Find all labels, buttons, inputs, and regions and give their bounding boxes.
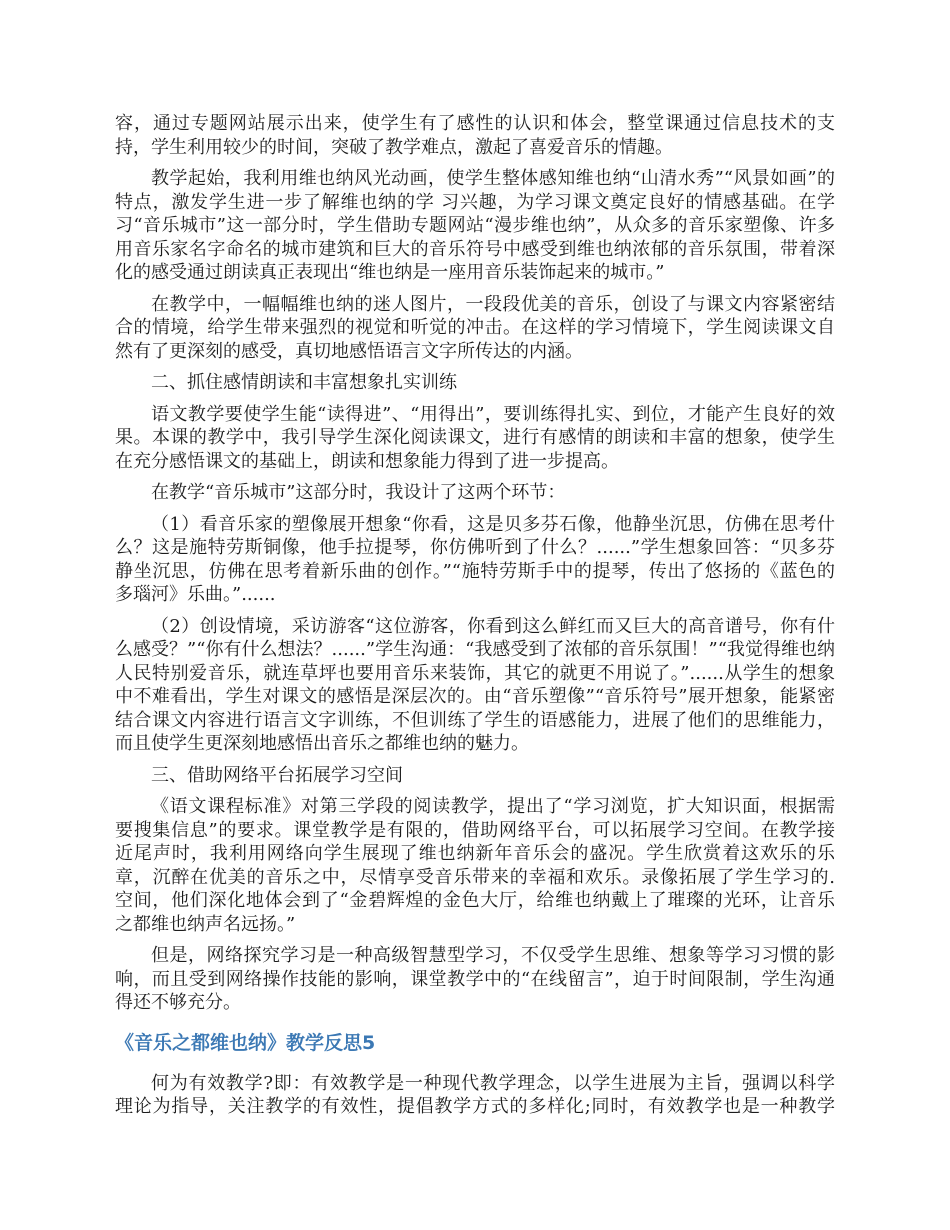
paragraph-line: 在充分感悟课文的基础上，朗读和想象能力得到了进一步提高。 bbox=[115, 450, 619, 472]
paragraph bbox=[115, 167, 835, 285]
paragraph-line: 特点，激发学生进一步了解维也纳的学 习兴趣，为学习课文奠定良好的情感基础。在学 bbox=[115, 191, 835, 213]
paragraph-line: 持，学生利用较少的时间，突破了教学难点，激起了喜爱音乐的情趣。 bbox=[115, 136, 673, 158]
paragraph-line: 近尾声时，我利用网络向学生展现了维也纳新年音乐会的盛况。学生欣赏着这欢乐的乐 bbox=[115, 843, 835, 864]
paragraph-line: 果。本课的教学中，我引导学生深化阅读课文，进行有感情的朗读和丰富的想象，使学生 bbox=[115, 427, 835, 448]
paragraph-line: 中不难看出，学生对课文的感悟是深层次的。由“音乐塑像”“音乐符号”展开想象，能紧密 bbox=[115, 686, 835, 707]
paragraph-line: 语文教学要使学生能“读得进”、“用得出”，要训练得扎实、到位，才能产生良好的效 bbox=[151, 403, 835, 425]
paragraph bbox=[115, 403, 835, 474]
paragraph bbox=[115, 112, 835, 159]
reflection-title: 《音乐之都维也纳》教学反思5 bbox=[115, 1031, 376, 1054]
paragraph-line: 么感受？”“你有什么想法？......”学生沟通：“我感受到了浓郁的音乐氛围！”“我觉得维也纳 bbox=[115, 639, 835, 660]
section-heading-text: 三、借助网络平台拓展学习空间 bbox=[151, 764, 403, 786]
section-heading bbox=[115, 371, 835, 395]
paragraph bbox=[115, 615, 835, 756]
section-heading-text: 二、抓住感情朗读和丰富想象扎实训练 bbox=[151, 372, 457, 393]
paragraph bbox=[115, 293, 835, 364]
paragraph-line: 何为有效教学?即：有效教学是一种现代教学理念，以学生进展为主旨，强调以科学 bbox=[151, 1072, 835, 1094]
paragraph-line: 用音乐家名字命名的城市建筑和巨大的音乐符号中感受到维也纳浓郁的音乐氛围，带着深 bbox=[115, 238, 835, 260]
paragraph-line: 但是，网络探究学习是一种高级智慧型学习，不仅受学生思维、想象等学习习惯的影 bbox=[151, 945, 835, 966]
section-heading bbox=[115, 764, 835, 788]
paragraph-line: 空间，他们深化地体会到了“金碧辉煌的金色大厅，给维也纳戴上了璀璨的光环，让音乐 bbox=[115, 890, 835, 911]
paragraph-line: 静坐沉思，仿佛在思考着新乐曲的创作。”“施特劳斯手中的提琴，传出了悠扬的《蓝色的 bbox=[115, 560, 835, 582]
paragraph-line: 得还不够充分。 bbox=[115, 992, 241, 1013]
paragraph-line: 化的感受通过朗读真正表现出“维也纳是一座用音乐装饰起来的城市。” bbox=[115, 262, 665, 283]
paragraph bbox=[115, 944, 835, 1015]
paragraph-line: 么？这是施特劳斯铜像，他手拉提琴，你仿佛听到了什么？......”学生想象回答：“贝多芬 bbox=[115, 537, 835, 558]
paragraph bbox=[115, 1072, 835, 1119]
paragraph-line: 教学起始，我利用维也纳风光动画，使学生整体感知维也纳“山清水秀”“风景如画”的 bbox=[151, 168, 835, 189]
paragraph-line: 在教学“音乐城市”这部分时，我设计了这两个环节： bbox=[151, 482, 566, 503]
paragraph-line: 然有了更深刻的感受，真切地感悟语言文字所传达的内涵。 bbox=[115, 340, 583, 362]
paragraph-line: 响，而且受到网络操作技能的影响，课堂教学中的“在线留言”，迫于时间限制，学生沟通 bbox=[115, 968, 835, 990]
paragraph-line: 容，通过专题网站展示出来，使学生有了感性的认识和体会，整堂课通过信息技术的支 bbox=[115, 113, 835, 134]
paragraph-line: （2）创设情境，采访游客“这位游客，你看到这么鲜红而又巨大的高音谱号，你有什 bbox=[151, 615, 835, 637]
paragraph-line: 之都维也纳声名远扬。” bbox=[115, 913, 296, 935]
paragraph-line: 在教学中，一幅幅维也纳的迷人图片，一段段优美的音乐，创设了与课文内容紧密结 bbox=[151, 293, 835, 315]
paragraph-line: （1）看音乐家的塑像展开想象“你看，这是贝多芬石像，他静坐沉思，仿佛在思考什 bbox=[151, 513, 835, 535]
paragraph-line: 而且使学生更深刻地感悟出音乐之都维也纳的魅力。 bbox=[115, 733, 529, 754]
paragraph-line: 理论为指导，关注教学的有效性，提倡教学方式的多样化;同时，有效教学也是一种教学 bbox=[115, 1096, 835, 1117]
paragraph-line: 多瑙河》乐曲。”...... bbox=[115, 584, 276, 605]
paragraph-line: 《语文课程标准》对第三学段的阅读教学，提出了“学习浏览，扩大知识面，根据需 bbox=[151, 796, 835, 817]
document-body bbox=[115, 112, 835, 1119]
paragraph-line: 要搜集信息”的要求。课堂教学是有限的，借助网络平台，可以拓展学习空间。在教学接 bbox=[115, 819, 835, 841]
paragraph-line: 人民特别爱音乐，就连草坪也要用音乐来装饰，其它的就更不用说了。”......从学生的想象 bbox=[115, 662, 835, 684]
paragraph-line: 习“音乐城市”这一部分时，学生借助专题网站“漫步维也纳”，从众多的音乐家塑像、许多 bbox=[115, 215, 835, 236]
paragraph-line: 章，沉醉在优美的音乐之中，尽情享受音乐带来的幸福和欢乐。录像拓展了学生学习的. bbox=[115, 866, 835, 888]
paragraph-line: 结合课文内容进行语言文字训练，不但训练了学生的语感能力，进展了他们的思维能力， bbox=[115, 709, 835, 731]
paragraph-line: 合的情境，给学生带来强烈的视觉和听觉的冲击。在这样的学习情境下，学生阅读课文自 bbox=[115, 317, 835, 338]
paragraph bbox=[115, 795, 835, 936]
paragraph bbox=[115, 513, 835, 607]
paragraph bbox=[115, 481, 835, 505]
